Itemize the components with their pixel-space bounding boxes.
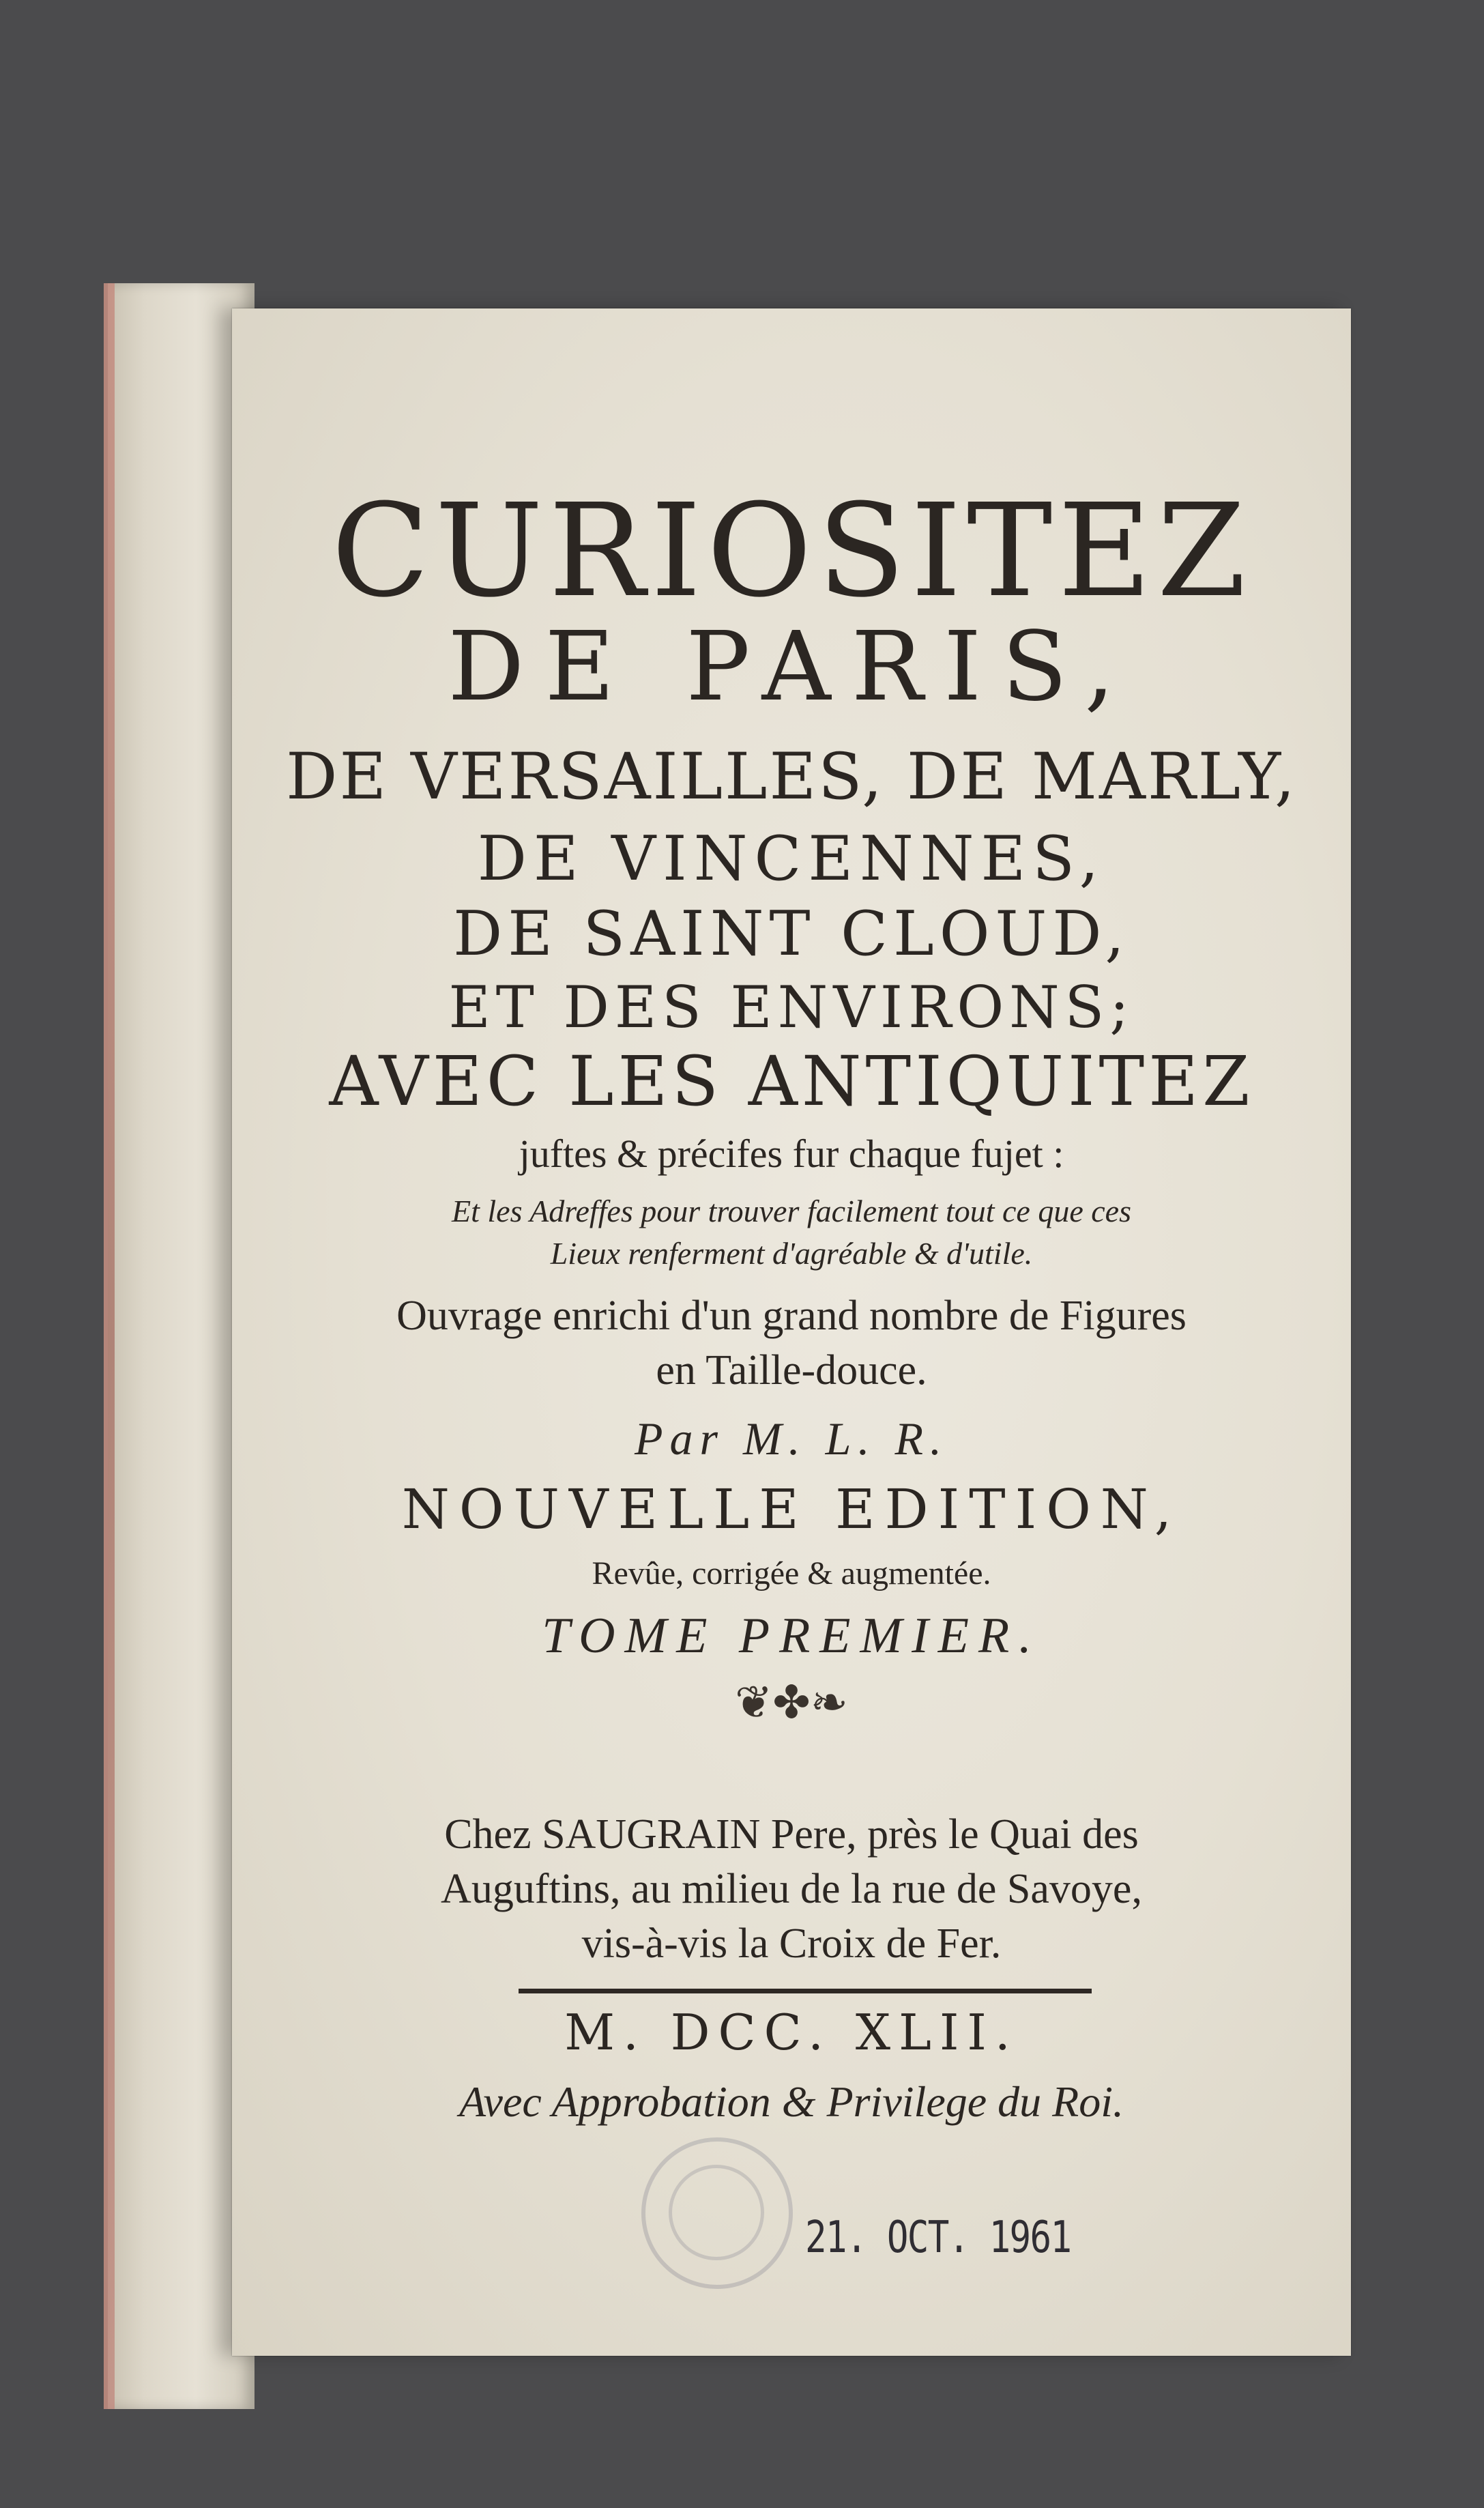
title-page (232, 308, 1351, 2356)
title-line-curiositez: CURIOSITEZ (331, 476, 1252, 626)
subtitle-line-adresses: Et les Adreffes pour trouver facilement tout ce que ces (452, 1194, 1131, 1228)
title-line-de-paris: DE PARIS, (448, 611, 1135, 723)
library-seal-stamp-icon (641, 2137, 793, 2289)
subtitle-line-justes: juftes & précifes fur chaque fujet : (519, 1132, 1064, 1176)
imprint-location-line: vis-à-vis la Croix de Fer. (581, 1920, 1002, 1967)
horizontal-rule (519, 1989, 1092, 1993)
title-line-saint-cloud: DE SAINT CLOUD, (453, 898, 1130, 970)
printers-ornament-icon: ❦✤❧ (735, 1676, 848, 1729)
edition-line: NOUVELLE EDITION, (401, 1478, 1182, 1541)
privilege-line: Avec Approbation & Privilege du Roi. (459, 2077, 1124, 2126)
imprint-year-line: M. DCC. XLII. (564, 2004, 1019, 2061)
date-stamp: 21. OCT. 1961 (805, 2212, 1071, 2263)
imprint-address-line: Auguftins, au milieu de la rue de Savoye, (441, 1866, 1142, 1912)
author-line: Par M. L. R. (635, 1413, 948, 1465)
title-line-versailles-marly: DE VERSAILLES, DE MARLY, (286, 740, 1297, 814)
subtitle-line-ouvrage: Ouvrage enrichi d'un grand nombre de Figures (396, 1293, 1187, 1339)
title-line-antiquitez: AVEC LES ANTIQUITEZ (329, 1041, 1254, 1121)
subtitle-line-taille-douce: en Taille-douce. (656, 1347, 927, 1394)
edition-note-line: Revûe, corrigée & augmentée. (592, 1555, 991, 1591)
title-line-vincennes: DE VINCENNES, (477, 823, 1106, 895)
volume-line: TOME PREMIER. (542, 1608, 1041, 1664)
subtitle-line-lieux: Lieux renferment d'agréable & d'utile. (550, 1236, 1033, 1271)
title-line-environs: ET DES ENVIRONS; (448, 974, 1135, 1041)
imprint-publisher-line: Chez SAUGRAIN Pere, près le Quai des (444, 1811, 1139, 1858)
